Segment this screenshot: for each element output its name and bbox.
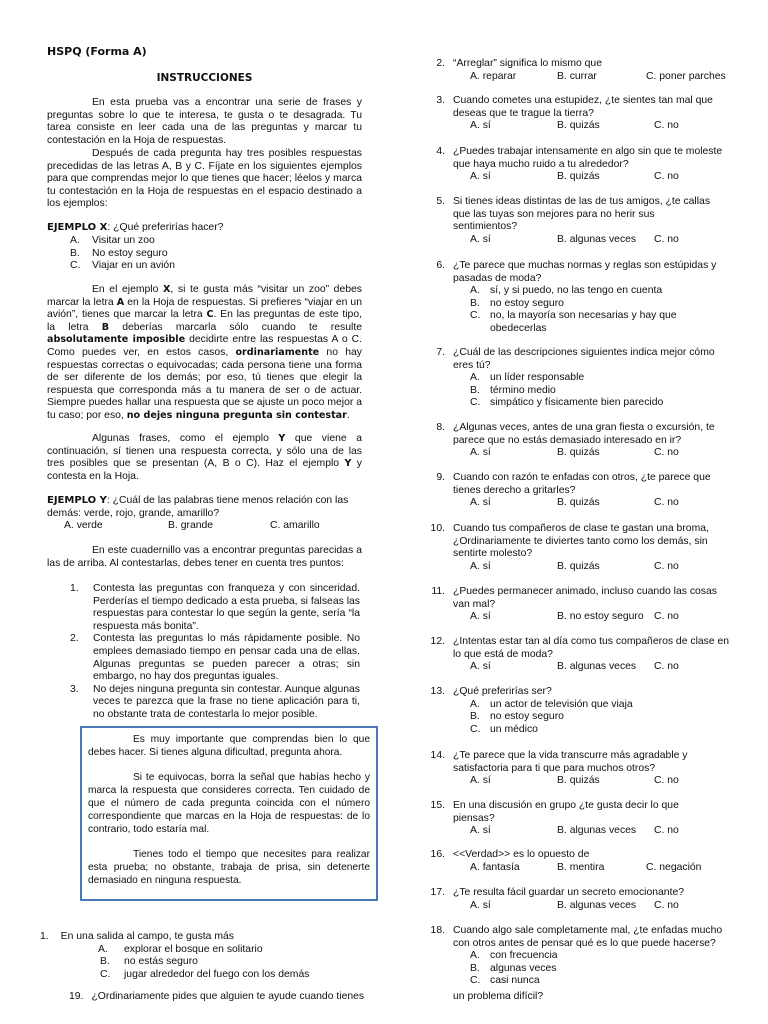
- question-13: [430, 686, 753, 736]
- rule-1: 1. Contesta las preguntas con franqueza y con sinceridad. Perderías el tiempo dedicado a esta prueba, si falseas las respuestas para contestar lo que según la gente, sería “la respuesta más bonita”.: [70, 583, 360, 632]
- question-number: 9.: [436, 472, 445, 483]
- answer-option: B. quizás: [557, 560, 600, 572]
- notice-paragraph-3: Tienes todo el tiempo que necesites para realizar esta prueba; no obstante, trabaja de prisa, sin detenerte demasiado en ninguna respuesta.: [88, 849, 370, 886]
- question-text-line: deseas que te trague la tierra?: [453, 107, 594, 119]
- question-text-line: ¿Cuál de las descripciones siguientes indica mejor cómo: [453, 347, 715, 358]
- question-text-line: Cuando tus compañeros de clase te gastan una broma,: [453, 523, 709, 534]
- question-text-line: <<Verdad>> es lo opuesto de: [453, 849, 590, 860]
- example-y-option-a: A. verde: [64, 520, 103, 531]
- example-x-option-a: A. Visitar un zoo: [70, 235, 155, 246]
- answer-option: B. algunas veces: [557, 899, 637, 911]
- answer-option: A. sí: [470, 775, 491, 787]
- answer-option: B. quizás: [557, 497, 600, 509]
- answer-option: B. quizás: [557, 171, 600, 183]
- example-x-heading: [47, 222, 362, 235]
- example-x-label: EJEMPLO X: [47, 222, 108, 233]
- example-y-intro: Algunas frases, como el ejemplo Y que viene a continuación, sí tienen una respuesta correcta, y sólo una de las tres posibles que se presentan (A, B o C). Haz el ejemplo Y y contesta en la Hoja.: [47, 433, 362, 482]
- question-3: [436, 95, 753, 133]
- answer-options-row: [453, 661, 753, 674]
- intro-paragraph-2: Después de cada pregunta hay tres posibles respuestas precedidas de las letras A, B y C. Fíjate en los siguientes ejemplos para que comprendas mejor lo que tienes que hacer; léelos y marca tu contestación en la Hoja de respuestas en el espacio destinado a los ejemplos:: [47, 148, 362, 210]
- answer-option: A. sí: [470, 899, 491, 911]
- example-y-heading: [47, 495, 362, 520]
- answer-option: A. reparar: [470, 70, 517, 82]
- important-notice-box: [80, 726, 378, 901]
- answer-option: B. quizás: [557, 447, 600, 459]
- answer-option: C. no: [654, 497, 679, 509]
- answer-option: B. no estoy seguro: [557, 611, 644, 623]
- answer-option: obedecerlas: [490, 322, 547, 334]
- question-10: [430, 523, 753, 573]
- question-text-line: sentirte molesto?: [453, 548, 533, 560]
- question-text-line: ¿Puedes permanecer animado, incluso cuando las cosas: [453, 586, 717, 597]
- question-text-line: satisfactoria para ti que para muchos otros?: [453, 762, 656, 774]
- question-7: [436, 347, 753, 410]
- answer-option: C. no: [654, 825, 679, 837]
- answer-option: C. no: [654, 233, 679, 245]
- question-number: 18.: [430, 925, 445, 936]
- question-text-line: “Arreglar” significa lo mismo que: [453, 58, 602, 69]
- question-4: [436, 146, 753, 184]
- answer-option: C. no, la mayoría son necesarias y hay que: [470, 310, 677, 322]
- question-text-line: pasadas de moda?: [453, 272, 542, 284]
- answer-options-row: [453, 611, 753, 624]
- answer-options-row: [453, 561, 753, 574]
- question-8: [436, 422, 753, 460]
- question-number: 17.: [430, 887, 445, 898]
- question-18: [430, 925, 753, 988]
- question-text-line: piensas?: [453, 812, 495, 824]
- question-18-continuation: un problema difícil?: [453, 991, 544, 1002]
- notice-paragraph-2: Si te equivocas, borra la señal que habías hecho y marca la respuesta que consideres correcta. Ten cuidado de que el número de cada pregunta coincida con el número correspondiente que marcas en la Hoja de respuestas: de lo contrario, todo estaría mal.: [88, 772, 370, 835]
- example-x-option-b: B. No estoy seguro: [70, 247, 168, 259]
- example-y-option-b: B. grande: [168, 520, 214, 531]
- answer-option: B. algunas veces: [557, 825, 637, 837]
- question-text-line: Cuando con razón te enfadas con otros, ¿te parece que: [453, 472, 711, 483]
- answer-option: B. algunas veces: [557, 233, 637, 245]
- example-y-label: EJEMPLO Y: [47, 495, 107, 506]
- answer-option: A. sí: [470, 171, 491, 183]
- answer-option: B. algunas veces: [470, 962, 557, 974]
- example-x-question: : ¿Qué preferirías hacer?: [107, 222, 224, 233]
- question-17: [430, 887, 753, 912]
- answer-options-row: [453, 234, 753, 247]
- answer-options-row: [453, 825, 753, 838]
- question-text-line: con otros antes de pensar qué es lo que puede hacerse?: [453, 937, 716, 949]
- question-number: 16.: [430, 849, 445, 860]
- example-x-options: [47, 235, 362, 273]
- rule-3: 3. No dejes ninguna pregunta sin contestar. Aunque algunas veces te parezca que la frase no tiene aplicación para ti, no obstante trata de contestarla lo mejor posible.: [70, 683, 360, 720]
- answer-option: B. currar: [557, 70, 597, 82]
- question-text-line: Si tienes ideas distintas de las de tus amigos, ¿te callas: [453, 196, 711, 207]
- example-x-option-c: C. Viajar en un avión: [70, 260, 175, 272]
- answer-options-row: [453, 900, 753, 913]
- instructions-heading: INSTRUCCIONES: [156, 72, 253, 84]
- question-15: [430, 800, 753, 838]
- question-text-line: que haya mucho ruido a tu alrededor?: [453, 158, 629, 170]
- question-12: [430, 636, 753, 674]
- question-text-line: eres tú?: [453, 359, 491, 371]
- question-number: 11.: [431, 586, 445, 597]
- question-number: 14.: [430, 750, 445, 761]
- answer-option: A. con frecuencia: [470, 950, 558, 962]
- question-5: [436, 196, 753, 246]
- answer-option: B. mentira: [557, 861, 605, 873]
- question-text-line: ¿Te resulta fácil guardar un secreto emocionante?: [453, 887, 685, 898]
- question-text-line: ¿Intentas estar tan al día como tus compañeros de clase en: [453, 636, 730, 647]
- answer-option: C. no: [654, 899, 679, 911]
- question-9: [436, 472, 753, 510]
- question-text-line: lo que está de moda?: [453, 648, 553, 660]
- answer-option: A. sí: [470, 120, 491, 132]
- answer-options-row: [453, 862, 753, 875]
- question-text-line: Cuando cometes una estupidez, ¿te sientes tan mal que: [453, 95, 713, 106]
- question-number: 13.: [430, 686, 445, 697]
- question-text-line: ¿Te parece que muchas normas y reglas son estúpidas y: [453, 260, 717, 271]
- answer-option: C. no: [654, 120, 679, 132]
- answer-option: B. no estoy seguro: [470, 297, 564, 309]
- question-text-line: sentimientos?: [453, 221, 518, 233]
- question-1: 1. En una salida al campo, te gusta más A. explorar el bosque en solitario B. no estás seguro C. jugar alrededor del fuego con los demás: [40, 931, 310, 980]
- question-number: 6.: [436, 260, 445, 271]
- example-y-options: [64, 520, 364, 533]
- answer-option: A. un líder responsable: [470, 372, 585, 384]
- question-text-line: que las tuyas son mejores para no herir sus: [453, 208, 655, 220]
- answer-option: A. sí: [470, 233, 491, 245]
- question-number: 2.: [436, 58, 445, 69]
- example-y-option-c: C. amarillo: [270, 520, 320, 531]
- answer-option: C. no: [654, 661, 679, 673]
- answer-option: B. quizás: [557, 775, 600, 787]
- question-19: 19. ¿Ordinariamente pides que alguien te ayude cuando tienes: [69, 991, 365, 1002]
- notes-intro: En este cuadernillo vas a encontrar preguntas parecidas a las de arriba. Al contestarlas, debes tener en cuenta tres puntos:: [47, 545, 362, 569]
- question-text-line: ¿Te parece que la vida transcurre más agradable y: [453, 750, 688, 761]
- answer-option: A. un actor de televisión que viaja: [470, 698, 633, 710]
- answer-option: C. no: [654, 775, 679, 787]
- question-number: 3.: [436, 95, 445, 106]
- question-number: 4.: [436, 146, 445, 157]
- question-number: 5.: [436, 196, 445, 207]
- question-number: 7.: [436, 347, 445, 358]
- answer-option: C. negación: [646, 861, 702, 873]
- answer-option: A. fantasía: [470, 861, 520, 873]
- answer-option: C. no: [654, 171, 679, 183]
- answer-option: C. simpático y físicamente bien parecido: [470, 397, 664, 409]
- question-2: [436, 58, 753, 83]
- answer-option: B. término medio: [470, 384, 556, 396]
- answer-option: B. quizás: [557, 120, 600, 132]
- question-text-line: ¿Algunas veces, antes de una gran fiesta o excursión, te: [453, 422, 715, 433]
- answer-option: C. un médico: [470, 723, 538, 735]
- question-number: 10.: [430, 523, 445, 534]
- question-text-line: ¿Qué preferirías ser?: [453, 686, 552, 697]
- question-text-line: Cuando algo sale completamente mal, ¿te enfadas mucho: [453, 925, 723, 936]
- answer-option: B. algunas veces: [557, 661, 637, 673]
- question-11: [431, 586, 753, 624]
- answer-option: C. no: [654, 560, 679, 572]
- answer-option: B. no estoy seguro: [470, 711, 564, 723]
- rules-list: [70, 583, 360, 722]
- question-6: [436, 260, 753, 336]
- page-title: HSPQ (Forma A): [47, 45, 147, 58]
- intro-paragraph-1: En esta prueba vas a encontrar una serie de frases y preguntas sobre lo que te interesa, te gusta o te desagrada. Tu tarea consiste en leer cada una de las preguntas y marcar tu contestación en la Hoja de respuestas.: [47, 97, 362, 146]
- answer-options-row: [453, 71, 753, 84]
- answer-option: C. no: [654, 611, 679, 623]
- question-14: [430, 750, 753, 788]
- question-text-line: parece que no estás demasiado interesado en ir?: [453, 434, 682, 446]
- answer-option: C. casi nunca: [470, 975, 540, 987]
- answer-option: C. poner parches: [646, 70, 726, 82]
- notice-paragraph-1: Es muy importante que comprendas bien lo que debes hacer. Si tienes alguna dificultad, pregunta ahora.: [88, 734, 370, 758]
- answer-option: A. sí: [470, 825, 491, 837]
- answer-option: A. sí: [470, 611, 491, 623]
- answer-option: A. sí: [470, 560, 491, 572]
- answer-options-row: [453, 120, 753, 133]
- answer-option: A. sí, y si puedo, no las tengo en cuenta: [470, 285, 663, 297]
- answer-options-row: [453, 171, 753, 184]
- question-text-line: ¿Puedes trabajar intensamente en algo sin que te moleste: [453, 146, 723, 157]
- question-number: 8.: [436, 422, 445, 433]
- example-y-question: : ¿Cuál de las palabras tiene menos relación con las demás: verde, rojo, grande, amarillo?: [47, 495, 349, 519]
- question-number: 12.: [430, 636, 445, 647]
- answer-options-row: [453, 497, 753, 510]
- answer-options-row: [453, 775, 753, 788]
- question-number: 15.: [430, 800, 445, 811]
- answer-option: C. no: [654, 447, 679, 459]
- question-text-line: En una discusión en grupo ¿te gusta decir lo que: [453, 800, 679, 811]
- answer-option: A. sí: [470, 447, 491, 459]
- rule-2: 2. Contesta las preguntas lo más rápidamente posible. No emplees demasiado tiempo en pensar cada una de ellas. Algunas preguntas se pueden parecer a otras; sin embargo, no hay dos preguntas iguales.: [70, 633, 360, 683]
- question-16: [430, 849, 753, 874]
- answer-option: A. sí: [470, 497, 491, 509]
- question-text-line: van mal?: [453, 598, 496, 610]
- example-x-explanation: En el ejemplo X, si te gusta más “visitar un zoo” debes marcar la letra A en la Hoja de respuestas. Si prefieres “viajar en un avión”, tienes que marcar la letra C. En las preguntas de este tipo, la letra B deberías marcarla sólo cuando te resulte absolutamente imposible decidirte entre las respuestas A o C. Como puedes ver, en estos casos, ordinariamente no hay respuestas correctas o equivocadas; cada persona tiene una forma de ser diferente de los demás; por eso, tú tienes que elegir la respuesta que corresponda más a tu manera de ser o de actuar. Siempre puedes hallar una respuesta que se ajuste un poco mejor a tu caso; por eso, no dejes ninguna pregunta sin contestar.: [47, 284, 362, 421]
- question-text-line: ¿Ordinariamente te diviertes tanto como los demás, sin: [453, 535, 708, 547]
- question-text-line: tienes derecho a gritarles?: [453, 484, 576, 496]
- answer-option: A. sí: [470, 661, 491, 673]
- answer-options-row: [453, 447, 753, 460]
